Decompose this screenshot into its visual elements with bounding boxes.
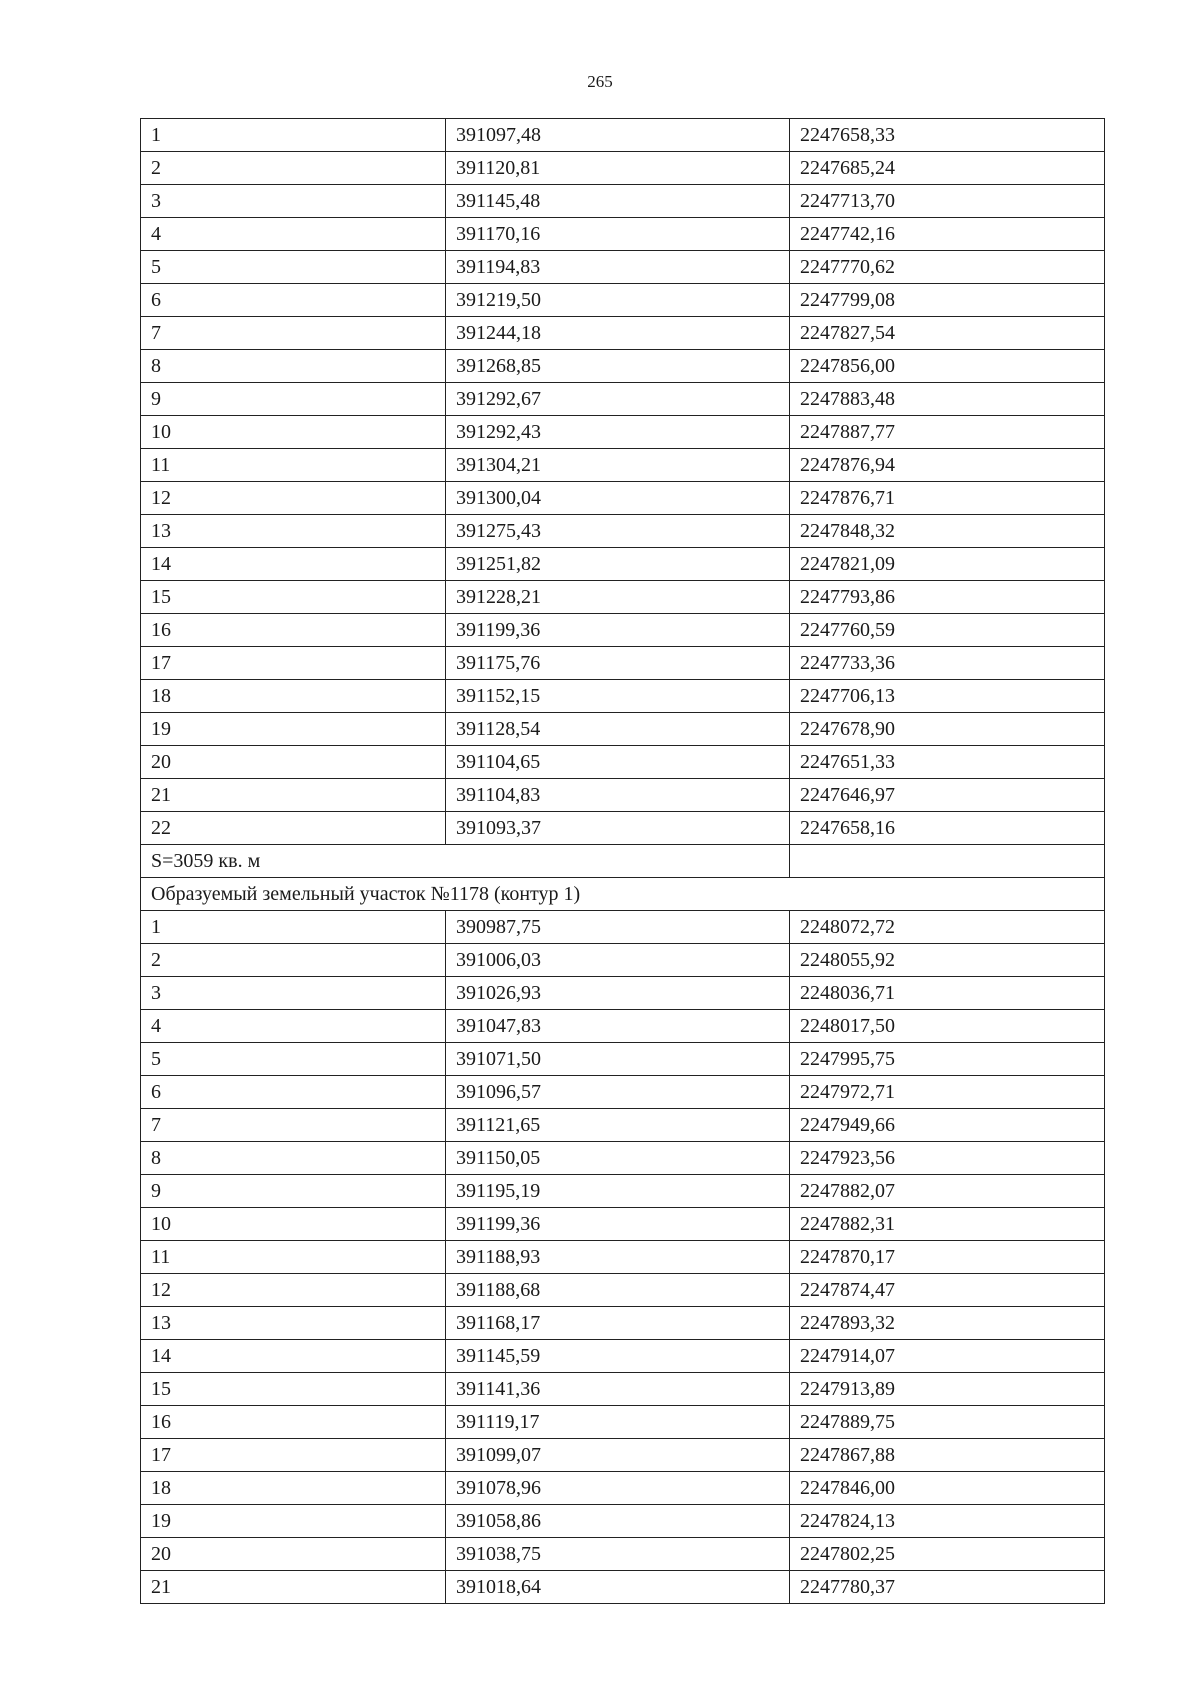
area-row bbox=[141, 845, 1105, 878]
table-row bbox=[141, 1010, 1105, 1043]
table-row bbox=[141, 1307, 1105, 1340]
coord-x: 391119,17 bbox=[446, 1406, 790, 1439]
coord-y: 2247658,16 bbox=[790, 812, 1105, 845]
point-number: 21 bbox=[141, 1571, 446, 1604]
coord-x: 391121,65 bbox=[446, 1109, 790, 1142]
coord-y: 2247876,71 bbox=[790, 482, 1105, 515]
coord-y: 2247799,08 bbox=[790, 284, 1105, 317]
table-row bbox=[141, 779, 1105, 812]
coord-y: 2247770,62 bbox=[790, 251, 1105, 284]
point-number: 19 bbox=[141, 1505, 446, 1538]
point-number: 11 bbox=[141, 449, 446, 482]
table-row bbox=[141, 614, 1105, 647]
page-number: 265 bbox=[587, 72, 613, 91]
table-row bbox=[141, 1340, 1105, 1373]
table-row bbox=[141, 977, 1105, 1010]
coord-x: 391152,15 bbox=[446, 680, 790, 713]
coordinates-table bbox=[140, 118, 1105, 1604]
point-number: 4 bbox=[141, 1010, 446, 1043]
coord-y: 2247713,70 bbox=[790, 185, 1105, 218]
point-number: 14 bbox=[141, 1340, 446, 1373]
coord-y: 2247824,13 bbox=[790, 1505, 1105, 1538]
coord-y: 2247867,88 bbox=[790, 1439, 1105, 1472]
coord-x: 391097,48 bbox=[446, 119, 790, 152]
point-number: 12 bbox=[141, 1274, 446, 1307]
point-number: 5 bbox=[141, 1043, 446, 1076]
coord-y: 2247972,71 bbox=[790, 1076, 1105, 1109]
coord-y: 2247827,54 bbox=[790, 317, 1105, 350]
point-number: 15 bbox=[141, 581, 446, 614]
point-number: 14 bbox=[141, 548, 446, 581]
coord-x: 391199,36 bbox=[446, 614, 790, 647]
point-number: 3 bbox=[141, 185, 446, 218]
coord-y: 2247995,75 bbox=[790, 1043, 1105, 1076]
point-number: 9 bbox=[141, 383, 446, 416]
coord-y: 2247923,56 bbox=[790, 1142, 1105, 1175]
coord-y: 2248072,72 bbox=[790, 911, 1105, 944]
point-number: 17 bbox=[141, 1439, 446, 1472]
table-row bbox=[141, 944, 1105, 977]
coord-x: 391275,43 bbox=[446, 515, 790, 548]
coord-y: 2247780,37 bbox=[790, 1571, 1105, 1604]
point-number: 13 bbox=[141, 1307, 446, 1340]
point-number: 18 bbox=[141, 1472, 446, 1505]
point-number: 12 bbox=[141, 482, 446, 515]
point-number: 20 bbox=[141, 746, 446, 779]
point-number: 20 bbox=[141, 1538, 446, 1571]
coord-x: 391292,67 bbox=[446, 383, 790, 416]
section-title-row bbox=[141, 878, 1105, 911]
table-row bbox=[141, 1505, 1105, 1538]
table-row bbox=[141, 713, 1105, 746]
table-row bbox=[141, 1274, 1105, 1307]
point-number: 4 bbox=[141, 218, 446, 251]
coord-x: 391188,93 bbox=[446, 1241, 790, 1274]
point-number: 18 bbox=[141, 680, 446, 713]
coord-y: 2247883,48 bbox=[790, 383, 1105, 416]
coord-x: 391078,96 bbox=[446, 1472, 790, 1505]
coord-y: 2248017,50 bbox=[790, 1010, 1105, 1043]
point-number: 11 bbox=[141, 1241, 446, 1274]
coord-y: 2247893,32 bbox=[790, 1307, 1105, 1340]
coord-x: 391145,48 bbox=[446, 185, 790, 218]
coord-y: 2247733,36 bbox=[790, 647, 1105, 680]
coord-y: 2247889,75 bbox=[790, 1406, 1105, 1439]
table-row bbox=[141, 1241, 1105, 1274]
table-row bbox=[141, 1472, 1105, 1505]
table-row bbox=[141, 218, 1105, 251]
coord-x: 391145,59 bbox=[446, 1340, 790, 1373]
coord-x: 391244,18 bbox=[446, 317, 790, 350]
point-number: 13 bbox=[141, 515, 446, 548]
point-number: 19 bbox=[141, 713, 446, 746]
table-row bbox=[141, 581, 1105, 614]
coord-x: 391194,83 bbox=[446, 251, 790, 284]
table-row bbox=[141, 548, 1105, 581]
coord-y: 2247678,90 bbox=[790, 713, 1105, 746]
point-number: 2 bbox=[141, 152, 446, 185]
coord-x: 391058,86 bbox=[446, 1505, 790, 1538]
table-row bbox=[141, 482, 1105, 515]
table-row bbox=[141, 1076, 1105, 1109]
table-row bbox=[141, 152, 1105, 185]
coord-y: 2247846,00 bbox=[790, 1472, 1105, 1505]
coord-x: 391093,37 bbox=[446, 812, 790, 845]
coord-y: 2248055,92 bbox=[790, 944, 1105, 977]
point-number: 7 bbox=[141, 1109, 446, 1142]
point-number: 1 bbox=[141, 911, 446, 944]
section2-body bbox=[141, 911, 1105, 1604]
table-row bbox=[141, 251, 1105, 284]
table-row bbox=[141, 1175, 1105, 1208]
coord-y: 2247848,32 bbox=[790, 515, 1105, 548]
point-number: 8 bbox=[141, 350, 446, 383]
table-row bbox=[141, 812, 1105, 845]
point-number: 10 bbox=[141, 416, 446, 449]
coord-x: 391071,50 bbox=[446, 1043, 790, 1076]
point-number: 17 bbox=[141, 647, 446, 680]
table-row bbox=[141, 1109, 1105, 1142]
coord-x: 391251,82 bbox=[446, 548, 790, 581]
table-row bbox=[141, 647, 1105, 680]
coord-x: 391047,83 bbox=[446, 1010, 790, 1043]
table-row bbox=[141, 317, 1105, 350]
point-number: 1 bbox=[141, 119, 446, 152]
coord-y: 2247651,33 bbox=[790, 746, 1105, 779]
coord-x: 391096,57 bbox=[446, 1076, 790, 1109]
coord-y: 2247870,17 bbox=[790, 1241, 1105, 1274]
section2-title: Образуемый земельный участок №1178 (контур 1) bbox=[141, 878, 1105, 911]
coord-y: 2247802,25 bbox=[790, 1538, 1105, 1571]
coord-y: 2247821,09 bbox=[790, 548, 1105, 581]
coord-y: 2247876,94 bbox=[790, 449, 1105, 482]
coord-x: 391099,07 bbox=[446, 1439, 790, 1472]
table-row bbox=[141, 1373, 1105, 1406]
coord-y: 2247793,86 bbox=[790, 581, 1105, 614]
coord-y: 2247646,97 bbox=[790, 779, 1105, 812]
table-row bbox=[141, 1571, 1105, 1604]
table-row bbox=[141, 1142, 1105, 1175]
coord-y: 2248036,71 bbox=[790, 977, 1105, 1010]
point-number: 7 bbox=[141, 317, 446, 350]
coord-x: 391175,76 bbox=[446, 647, 790, 680]
coord-y: 2247658,33 bbox=[790, 119, 1105, 152]
table-row bbox=[141, 350, 1105, 383]
point-number: 2 bbox=[141, 944, 446, 977]
coord-x: 391038,75 bbox=[446, 1538, 790, 1571]
coord-y: 2247887,77 bbox=[790, 416, 1105, 449]
point-number: 5 bbox=[141, 251, 446, 284]
coord-x: 391170,16 bbox=[446, 218, 790, 251]
coord-x: 391128,54 bbox=[446, 713, 790, 746]
point-number: 8 bbox=[141, 1142, 446, 1175]
point-number: 3 bbox=[141, 977, 446, 1010]
coord-x: 391168,17 bbox=[446, 1307, 790, 1340]
table-row bbox=[141, 1208, 1105, 1241]
coord-x: 391026,93 bbox=[446, 977, 790, 1010]
point-number: 6 bbox=[141, 284, 446, 317]
coord-x: 391300,04 bbox=[446, 482, 790, 515]
coord-y: 2247949,66 bbox=[790, 1109, 1105, 1142]
table-row bbox=[141, 284, 1105, 317]
section1-body bbox=[141, 119, 1105, 845]
coord-y: 2247913,89 bbox=[790, 1373, 1105, 1406]
coord-x: 391199,36 bbox=[446, 1208, 790, 1241]
point-number: 16 bbox=[141, 614, 446, 647]
coord-y: 2247856,00 bbox=[790, 350, 1105, 383]
table-row bbox=[141, 383, 1105, 416]
coord-y: 2247685,24 bbox=[790, 152, 1105, 185]
point-number: 6 bbox=[141, 1076, 446, 1109]
coord-y: 2247882,31 bbox=[790, 1208, 1105, 1241]
area-summary bbox=[141, 845, 1105, 911]
coord-x: 391188,68 bbox=[446, 1274, 790, 1307]
coord-x: 391195,19 bbox=[446, 1175, 790, 1208]
area-empty-cell bbox=[790, 845, 1105, 878]
point-number: 16 bbox=[141, 1406, 446, 1439]
coord-y: 2247914,07 bbox=[790, 1340, 1105, 1373]
table-row bbox=[141, 680, 1105, 713]
coord-y: 2247874,47 bbox=[790, 1274, 1105, 1307]
coord-x: 391120,81 bbox=[446, 152, 790, 185]
coord-y: 2247742,16 bbox=[790, 218, 1105, 251]
coord-x: 391228,21 bbox=[446, 581, 790, 614]
table-row bbox=[141, 119, 1105, 152]
point-number: 10 bbox=[141, 1208, 446, 1241]
coord-x: 391304,21 bbox=[446, 449, 790, 482]
table-row bbox=[141, 1406, 1105, 1439]
table-row bbox=[141, 416, 1105, 449]
table-row bbox=[141, 185, 1105, 218]
point-number: 22 bbox=[141, 812, 446, 845]
coord-x: 391018,64 bbox=[446, 1571, 790, 1604]
coord-x: 391219,50 bbox=[446, 284, 790, 317]
table-row bbox=[141, 1439, 1105, 1472]
table-row bbox=[141, 911, 1105, 944]
coord-x: 391104,83 bbox=[446, 779, 790, 812]
table-row bbox=[141, 515, 1105, 548]
coord-x: 391006,03 bbox=[446, 944, 790, 977]
coord-x: 391268,85 bbox=[446, 350, 790, 383]
coord-x: 391292,43 bbox=[446, 416, 790, 449]
coord-x: 391104,65 bbox=[446, 746, 790, 779]
area-label: S=3059 кв. м bbox=[141, 845, 790, 878]
point-number: 21 bbox=[141, 779, 446, 812]
coord-x: 390987,75 bbox=[446, 911, 790, 944]
table-row bbox=[141, 1538, 1105, 1571]
table-row bbox=[141, 449, 1105, 482]
table-row bbox=[141, 1043, 1105, 1076]
point-number: 15 bbox=[141, 1373, 446, 1406]
coord-y: 2247706,13 bbox=[790, 680, 1105, 713]
coord-y: 2247760,59 bbox=[790, 614, 1105, 647]
coord-y: 2247882,07 bbox=[790, 1175, 1105, 1208]
coord-x: 391150,05 bbox=[446, 1142, 790, 1175]
table-row bbox=[141, 746, 1105, 779]
coord-x: 391141,36 bbox=[446, 1373, 790, 1406]
point-number: 9 bbox=[141, 1175, 446, 1208]
